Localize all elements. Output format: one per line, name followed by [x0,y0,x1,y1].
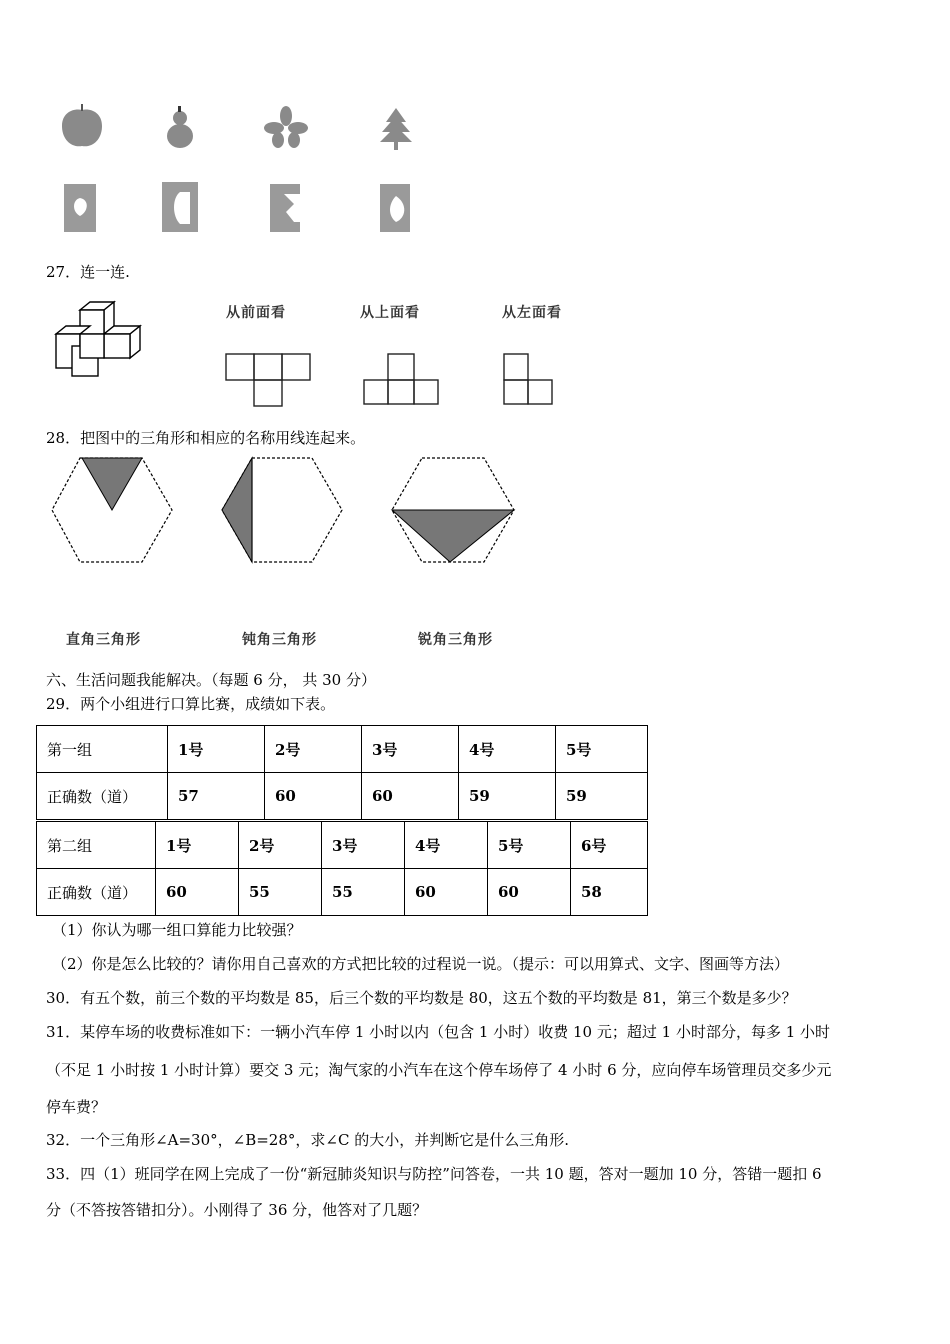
q29-sub1: （1）你认为哪一组口算能力比较强？ [52,921,302,939]
table-cell: 2号 [265,726,362,773]
table-cell: 60 [265,773,362,820]
q31-line3: 停车费？ [46,1098,107,1116]
view-label-left: 从左面看 [502,305,562,321]
group1-table [36,725,648,820]
q33-line1: 33．四（1）班同学在网上完成了一份“新冠肺炎知识与防控”问答卷，一共 10 题，答对一题加 10 分，答错一题扣 6 [46,1165,822,1183]
triangle-acute [82,458,142,510]
table-cell: 1号 [156,822,239,869]
q29-title: 29．两个小组进行口算比赛，成绩如下表。 [46,695,336,713]
cut-shapes-figure [50,100,430,240]
group2-label: 第二组 [37,822,156,869]
gourd-icon [167,106,193,148]
table-cell: 58 [571,869,648,916]
group2-table [36,821,648,916]
name-obtuse-triangle: 钝角三角形 [242,632,317,648]
q33-line2: 分（不答按答错扣分）。小刚得了 36 分，他答对了几题？ [46,1201,428,1219]
cutout-1-icon [64,184,96,232]
flower-icon [264,106,308,148]
table-cell: 1号 [168,726,265,773]
table-cell: 55 [239,869,322,916]
cutout-4-icon [380,184,410,232]
group1-label: 第一组 [37,726,168,773]
q30-text: 30．有五个数，前三个数的平均数是 85，后三个数的平均数是 80，这五个数的平均数是 81，第三个数是多少？ [46,989,797,1007]
table-cell: 60 [156,869,239,916]
q31-line2: （不足 1 小时按 1 小时计算）要交 3 元；淘气家的小汽车在这个停车场停了 4 小时 6 分，应向停车场管理员交多少元 [46,1061,832,1079]
table-row [37,773,648,820]
view-front-figure [224,352,314,408]
hexagon-figures [50,456,530,566]
view-label-front: 从前面看 [226,305,286,321]
group1-row-label: 正确数（道） [37,773,168,820]
triangle-obtuse [392,510,514,562]
table-cell: 4号 [459,726,556,773]
q27-title: 27．连一连. [46,263,130,281]
table-cell: 60 [362,773,459,820]
table-cell: 6号 [571,822,648,869]
table-row [37,822,648,869]
view-top-figure [362,352,442,408]
table-cell: 3号 [362,726,459,773]
table-cell: 60 [405,869,488,916]
table-cell: 55 [322,869,405,916]
table-cell: 59 [556,773,648,820]
table-cell: 59 [459,773,556,820]
q31-line1: 31．某停车场的收费标准如下：一辆小汽车停 1 小时以内（包含 1 小时）收费 10 元；超过 1 小时部分，每多 1 小时 [46,1023,831,1041]
section6-title: 六、生活问题我能解决。（每题 6 分， 共 30 分） [46,671,376,689]
table-cell: 2号 [239,822,322,869]
table-cell: 57 [168,773,265,820]
apple-icon [62,104,102,146]
triangle-right [222,458,252,562]
table-cell: 60 [488,869,571,916]
q28-title: 28．把图中的三角形和相应的名称用线连起来。 [46,429,366,447]
table-cell: 5号 [556,726,648,773]
table-row [37,869,648,916]
cube-stack-figure [50,300,160,385]
table-cell: 5号 [488,822,571,869]
tree-icon [380,108,412,150]
name-right-triangle: 直角三角形 [66,632,141,648]
name-acute-triangle: 锐角三角形 [418,632,493,648]
view-left-figure [502,352,558,408]
table-cell: 3号 [322,822,405,869]
q32-text: 32．一个三角形∠A=30°，∠B=28°，求∠C 的大小，并判断它是什么三角形. [46,1131,569,1149]
cutout-2-icon [162,182,198,232]
view-label-top: 从上面看 [360,305,420,321]
q29-sub2: （2）你是怎么比较的？请你用自己喜欢的方式把比较的过程说一说。（提示：可以用算式、文字、图画等方法） [52,955,790,973]
table-cell: 4号 [405,822,488,869]
group2-row-label: 正确数（道） [37,869,156,916]
table-row [37,726,648,773]
cutout-3-icon [270,184,300,232]
